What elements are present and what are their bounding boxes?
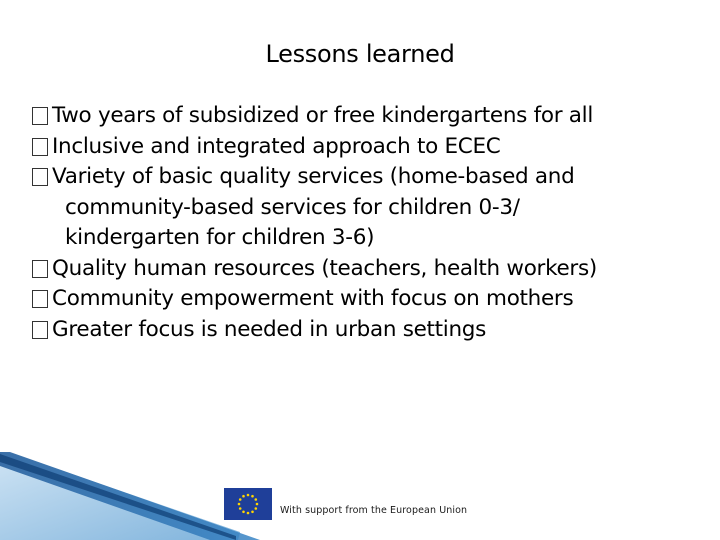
eu-flag-icon: [224, 488, 272, 520]
bullet-item: [30, 162, 710, 254]
bullet-text: Greater focus is needed in urban settings: [52, 316, 487, 342]
bullet-text-continued: community-based services for children 0-3/: [65, 194, 520, 220]
checkbox-bullet-icon: [32, 168, 48, 186]
checkbox-bullet-icon: [32, 260, 48, 278]
bullet-text: Inclusive and integrated approach to ECEC: [52, 133, 501, 159]
bullet-item: [30, 284, 710, 315]
bullet-text-continued: kindergarten for children 3-6): [65, 225, 375, 250]
checkbox-bullet-icon: [32, 107, 48, 125]
decorative-swoosh: [0, 440, 720, 540]
bullet-item: [30, 132, 710, 163]
slide-title: Lessons learned: [265, 40, 455, 68]
footer-support-text: With support from the European Union: [280, 505, 468, 516]
bullet-text: Variety of basic quality services (home-based and: [52, 164, 575, 189]
checkbox-bullet-icon: [32, 290, 48, 308]
checkbox-bullet-icon: [32, 321, 48, 339]
bullet-list: [30, 101, 710, 345]
bullet-text: Quality human resources (teachers, health workers): [52, 255, 597, 281]
checkbox-bullet-icon: [32, 138, 48, 156]
bullet-text: Community empowerment with focus on mothers: [52, 286, 574, 311]
bullet-item: [30, 254, 710, 285]
bullet-item: [30, 315, 710, 346]
bullet-text: Two years of subsidized or free kindergartens for all: [52, 103, 594, 128]
bullet-item: [30, 101, 710, 132]
